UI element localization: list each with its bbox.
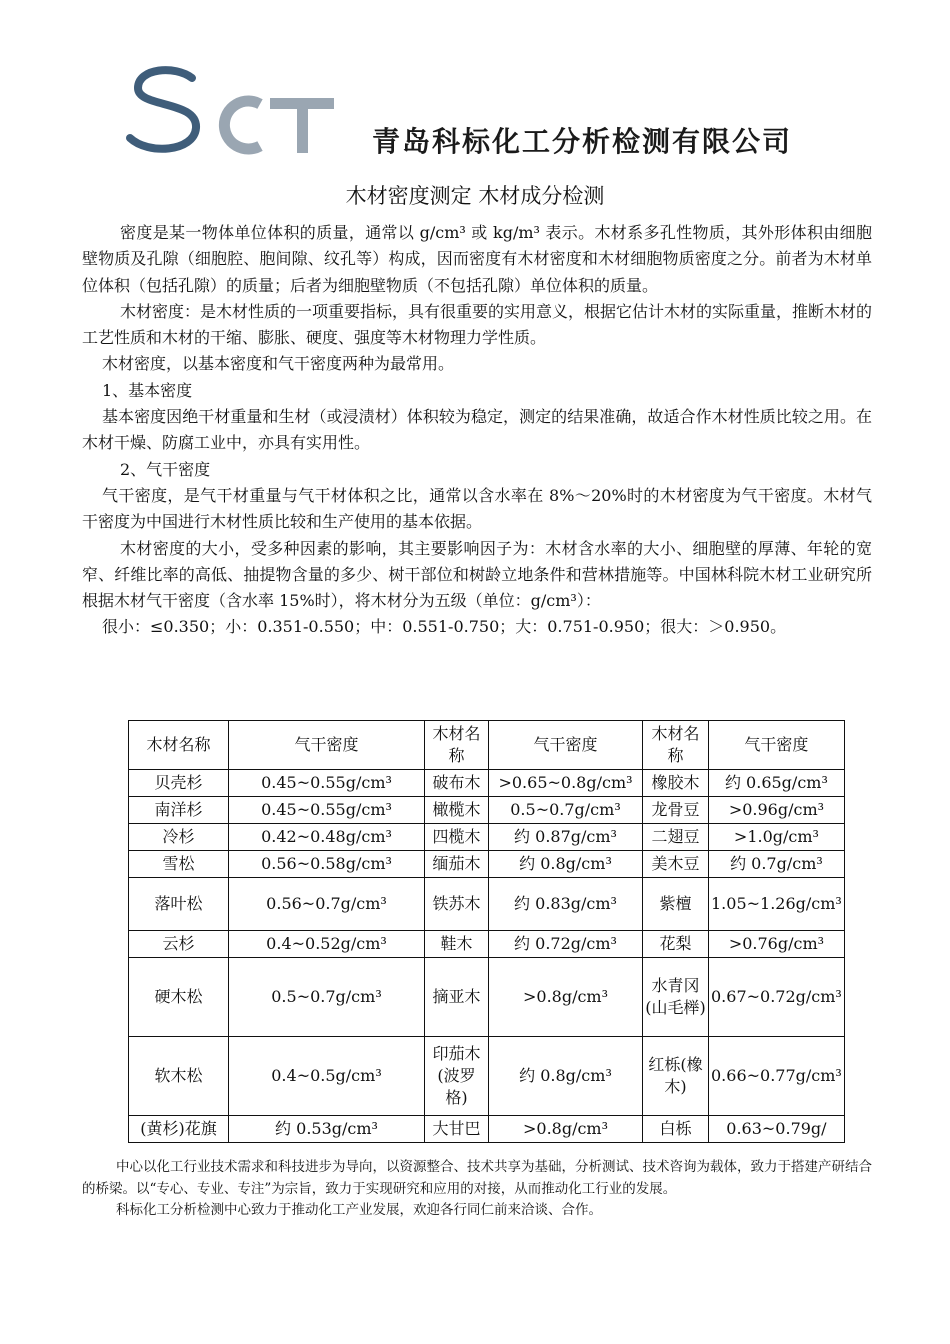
footer-text (82, 1157, 872, 1222)
table-cell: 1.05~1.26g/cm³ (709, 878, 845, 931)
header-cell: 木材名称 (643, 721, 709, 770)
table-cell: 硬木松 (129, 958, 229, 1037)
table-cell: >0.8g/cm³ (489, 958, 643, 1037)
table-cell: 二翅豆 (643, 824, 709, 851)
table-cell: >0.76g/cm³ (709, 931, 845, 958)
table-row (129, 824, 845, 851)
table-cell: 紫檀 (643, 878, 709, 931)
table-cell: 白栎 (643, 1116, 709, 1143)
table-cell: 约 0.87g/cm³ (489, 824, 643, 851)
table-cell: 0.56~0.58g/cm³ (229, 851, 425, 878)
company-name: 青岛科标化工分析检测有限公司 (372, 125, 793, 158)
table-row (129, 1116, 845, 1143)
table-cell: 0.67~0.72g/cm³ (709, 958, 845, 1037)
table-cell: 约 0.8g/cm³ (489, 851, 643, 878)
header-cell: 气干密度 (489, 721, 643, 770)
table-cell: 0.42~0.48g/cm³ (229, 824, 425, 851)
table-cell: 0.4~0.5g/cm³ (229, 1037, 425, 1116)
table-cell: >0.96g/cm³ (709, 797, 845, 824)
table-cell: 花梨 (643, 931, 709, 958)
table-cell: 雪松 (129, 851, 229, 878)
paragraph-factors: 木材密度的大小，受多种因素的影响，其主要影响因子为：木材含水率的大小、细胞壁的厚薄、年轮的宽窄、纤维比率的高低、抽提物含量的多少、树干部位和树龄立地条件和营林措施等。中国林科院木材工业研究所根据木材气干密度（含水率 15%时），将木材分为五级（单位：g/cm³）： (82, 538, 872, 611)
table-cell: 贝壳杉 (129, 770, 229, 797)
table-cell: 红栎(橡木) (643, 1037, 709, 1116)
table-cell: 云杉 (129, 931, 229, 958)
table-cell: 0.5~0.7g/cm³ (229, 958, 425, 1037)
sct-logo (120, 60, 340, 160)
table-cell: 橡胶木 (643, 770, 709, 797)
table-cell: 龙骨豆 (643, 797, 709, 824)
table-cell: 约 0.72g/cm³ (489, 931, 643, 958)
table-row (129, 797, 845, 824)
table-cell: 冷杉 (129, 824, 229, 851)
header-cell: 木材名称 (129, 721, 229, 770)
table-cell: 约 0.7g/cm³ (709, 851, 845, 878)
heading-basic-density: 1、基本密度 (102, 380, 193, 400)
header-cell: 木材名称 (425, 721, 489, 770)
paragraph-air-dry-density: 气干密度，是气干材重量与气干材体积之比，通常以含水率在 8%～20%时的木材密度为气干密度。木材气干密度为中国进行木材性质比较和生产使用的基本依据。 (82, 485, 872, 532)
table-cell: >1.0g/cm³ (709, 824, 845, 851)
table-cell: 印茄木(波罗格) (425, 1037, 489, 1116)
table-cell: 软木松 (129, 1037, 229, 1116)
paragraph-common-types: 木材密度，以基本密度和气干密度两种为最常用。 (102, 354, 455, 374)
article-body (82, 220, 872, 641)
table-cell: 缅茄木 (425, 851, 489, 878)
page-title: 木材密度测定 木材成分检测 (345, 184, 605, 208)
table-cell: 0.63~0.79g/ (709, 1116, 845, 1143)
table-cell: 橄榄木 (425, 797, 489, 824)
footer-paragraph: 中心以化工行业技术需求和科技进步为导向，以资源整合、技术共享为基础，分析测试、技术咨询为载体，致力于搭建产研结合的桥梁。以“专心、专业、专注”为宗旨，致力于实现研究和应用的对接，从而推动化工行业的发展。 (82, 1159, 872, 1197)
table-row (129, 878, 845, 931)
paragraph-grades: 很小：≤0.350；小：0.351-0.550；中：0.551-0.750；大：0.751-0.950；很大：＞0.950。 (102, 617, 787, 637)
table-cell: 破布木 (425, 770, 489, 797)
table-cell: 铁苏木 (425, 878, 489, 931)
table-cell: 大甘巴 (425, 1116, 489, 1143)
table-cell: 约 0.83g/cm³ (489, 878, 643, 931)
paragraph-density-definition: 密度是某一物体单位体积的质量，通常以 g/cm³ 或 kg/m³ 表示。木材系多孔性物质，其外形体积由细胞壁物质及孔隙（细胞腔、胞间隙、纹孔等）构成，因而密度有木材密度和木材细胞物质密度之分。前者为木材单位体积（包括孔隙）的质量；后者为细胞壁物质（不包括孔隙）单位体积的质量。 (82, 223, 872, 295)
table-cell: 水青冈(山毛榉) (643, 958, 709, 1037)
table-row (129, 851, 845, 878)
table-cell: 南洋杉 (129, 797, 229, 824)
table-cell: 0.45~0.55g/cm³ (229, 797, 425, 824)
density-table (128, 720, 845, 1143)
table-cell: 0.5~0.7g/cm³ (489, 797, 643, 824)
table-cell: 鞋木 (425, 931, 489, 958)
table-cell: 0.45~0.55g/cm³ (229, 770, 425, 797)
table-cell: 四榄木 (425, 824, 489, 851)
heading-air-dry-density: 2、气干密度 (120, 459, 211, 479)
table-cell: 约 0.8g/cm³ (489, 1037, 643, 1116)
table-row (129, 958, 845, 1037)
footer-paragraph: 科标化工分析检测中心致力于推动化工产业发展，欢迎各行同仁前来洽谈、合作。 (116, 1202, 602, 1218)
table-cell: >0.65~0.8g/cm³ (489, 770, 643, 797)
paragraph-basic-density: 基本密度因绝干材重量和生材（或浸渍材）体积较为稳定，测定的结果准确，故适合作木材性质比较之用。在木材干燥、防腐工业中，亦具有实用性。 (82, 407, 872, 453)
table-cell: >0.8g/cm³ (489, 1116, 643, 1143)
letterhead (0, 0, 950, 170)
table-header-row (129, 721, 845, 770)
table-cell: 落叶松 (129, 878, 229, 931)
table-cell: 0.4~0.52g/cm³ (229, 931, 425, 958)
table-cell: 0.66~0.77g/cm³ (709, 1037, 845, 1116)
header-cell: 气干密度 (229, 721, 425, 770)
table-cell: 约 0.53g/cm³ (229, 1116, 425, 1143)
table-cell: 0.56~0.7g/cm³ (229, 878, 425, 931)
table-row (129, 770, 845, 797)
table-cell: 美木豆 (643, 851, 709, 878)
table-row (129, 931, 845, 958)
paragraph-wood-density: 木材密度：是木材性质的一项重要指标，具有很重要的实用意义，根据它估计木材的实际重量，推断木材的工艺性质和木材的干缩、膨胀、硬度、强度等木材物理力学性质。 (82, 301, 873, 348)
table-cell: (黄杉)花旗 (129, 1116, 229, 1143)
header-cell: 气干密度 (709, 721, 845, 770)
table-cell: 约 0.65g/cm³ (709, 770, 845, 797)
table-row (129, 1037, 845, 1116)
table-cell: 摘亚木 (425, 958, 489, 1037)
